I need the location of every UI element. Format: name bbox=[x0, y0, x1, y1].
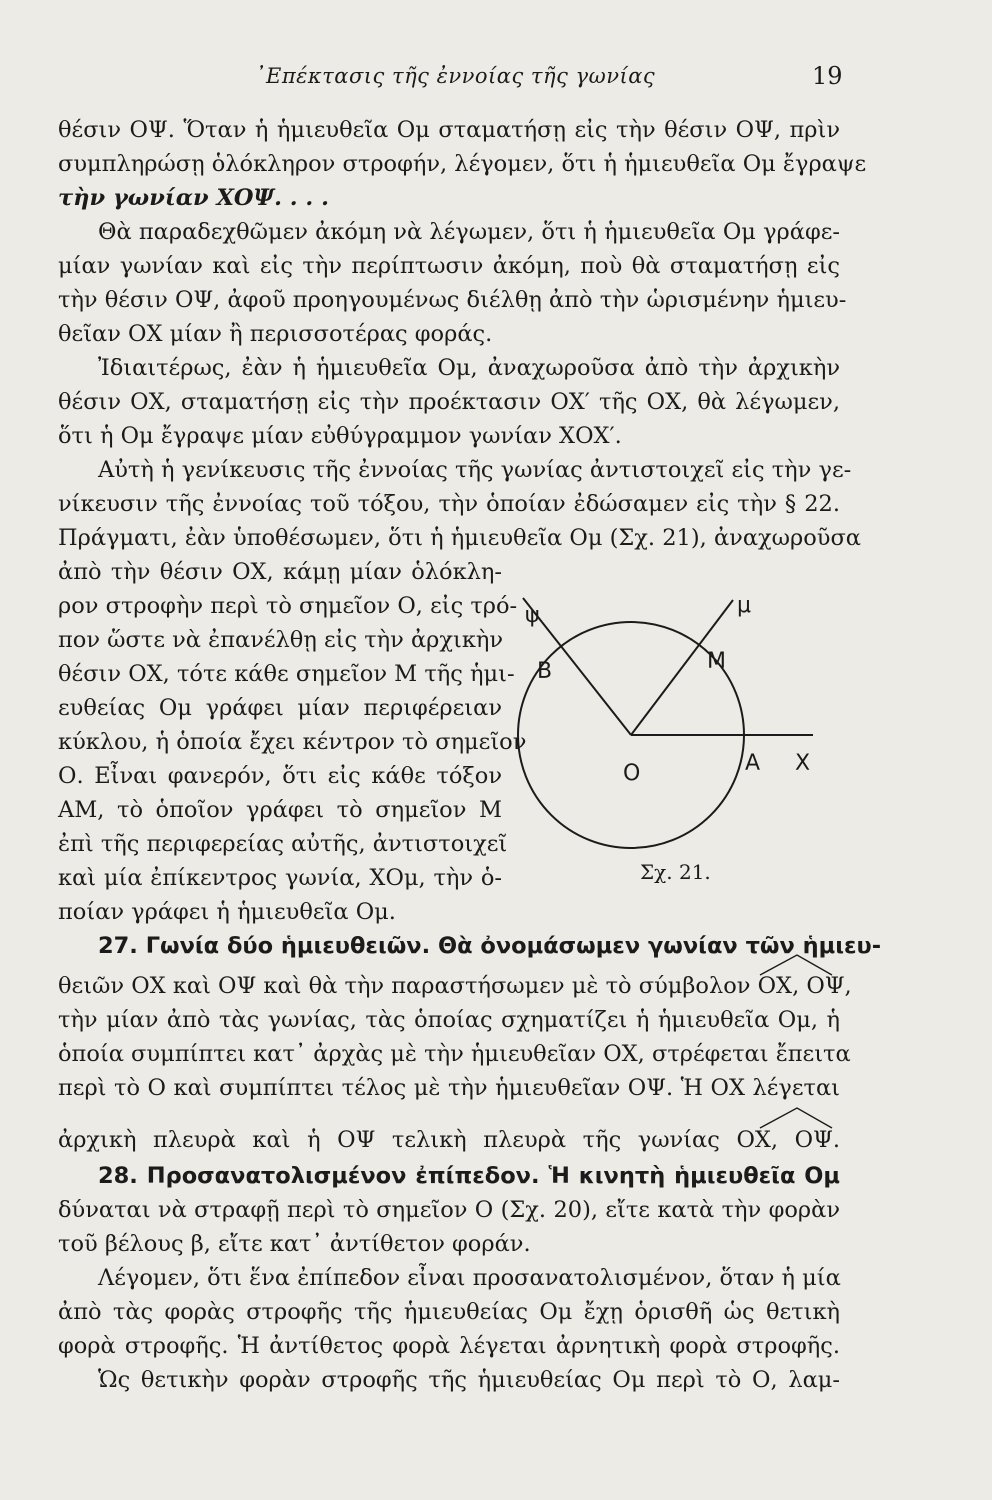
label-x: Χ bbox=[795, 751, 811, 776]
label-psi: ψ bbox=[525, 603, 540, 628]
text-line: δύναται νὰ στραφῇ περὶ τὸ σημεῖον Ο (Σχ. 20), εἴτε κατὰ τὴν φορὰν bbox=[58, 1197, 840, 1223]
page-number: 19 bbox=[812, 62, 843, 90]
text-line: θεῖαν ΟΧ μίαν ἢ περισσοτέρας φοράς. bbox=[58, 321, 493, 347]
text-line: Ο. Εἶναι φανερόν, ὅτι εἰς κάθε τόξον bbox=[58, 763, 502, 789]
text-line: μίαν γωνίαν καὶ εἰς τὴν περίπτωσιν ἀκόμη, ποὺ θὰ σταματήσῃ εἰς bbox=[58, 253, 840, 279]
text-line: ευθείας Ομ γράφει μίαν περιφέρειαν bbox=[58, 695, 502, 721]
text-line: θέσιν ΟΨ. Ὅταν ἡ ἡμιευθεῖα Ομ σταματήσῃ εἰς τὴν θέσιν ΟΨ, πρὶν bbox=[58, 117, 840, 143]
text-line: ποίαν γράφει ἡ ἡμιευθεῖα Ομ. bbox=[58, 899, 396, 925]
text-line: Ὡς θετικὴν φορὰν στροφῆς τῆς ἡμιευθείας Ομ περὶ τὸ Ο, λαμ- bbox=[98, 1367, 840, 1393]
text-line: ἀπὸ τὴν θέσιν ΟΧ, κάμῃ μίαν ὁλόκλη- bbox=[58, 559, 502, 585]
text-line: ὁποία συμπίπτει κατ᾿ ἀρχὰς μὲ τὴν ἡμιευθεῖαν ΟΧ, στρέφεται ἔπειτα bbox=[58, 1041, 851, 1067]
figure-caption: Σχ. 21. bbox=[640, 860, 711, 884]
text-line: Πράγματι, ἐὰν ὑποθέσωμεν, ὅτι ἡ ἡμιευθεῖα Ομ (Σχ. 21), ἀναχωροῦσα bbox=[58, 525, 862, 551]
text-line: Ἰδιαιτέρως, ἐὰν ἡ ἡμιευθεῖα Ομ, ἀναχωροῦσα ἀπὸ τὴν ἀρχικὴν bbox=[98, 355, 840, 381]
text-line: Λέγομεν, ὅτι ἕνα ἐπίπεδον εἶναι προσανατολισμένον, ὅταν ἡ μία bbox=[98, 1265, 841, 1291]
text-line: θέσιν ΟΧ, τότε κάθε σημεῖον Μ τῆς ἡμι- bbox=[58, 661, 515, 687]
label-b: Β bbox=[537, 659, 553, 684]
text-line: καὶ μία ἐπίκεντρος γωνία, ΧΟμ, τὴν ὁ- bbox=[58, 865, 502, 891]
text-line: συμπληρώσῃ ὁλόκληρον στροφήν, λέγομεν, ὅτι ἡ ἡμιευθεῖα Ομ ἔγραψε bbox=[58, 151, 867, 177]
section-heading-28: 28. Προσανατολισμένον ἐπίπεδον. Ἡ κινητὴ ἡμιευθεῖα Ομ bbox=[98, 1163, 840, 1189]
text-line: τὴν θέσιν ΟΨ, ἀφοῦ προηγουμένως διέλθῃ ἀπὸ τὴν ὡρισμένην ἡμιευ- bbox=[58, 287, 847, 313]
text-line: θειῶν ΟΧ καὶ ΟΨ καὶ θὰ τὴν παραστήσωμεν μὲ τὸ σύμβολον ΟΧ, ΟΨ, bbox=[58, 973, 852, 999]
label-a: Α bbox=[745, 751, 761, 776]
text-line: τοῦ βέλους β, εἴτε κατ᾿ ἀντίθετον φοράν. bbox=[58, 1231, 531, 1257]
text-line: Αὐτὴ ἡ γενίκευσις τῆς ἐννοίας τῆς γωνίας ἀντιστοιχεῖ εἰς τὴν γε- bbox=[98, 457, 852, 483]
text-line: ἀπὸ τὰς φορὰς στροφῆς τῆς ἡμιευθείας Ομ ἔχῃ ὁρισθῆ ὡς θετικὴ bbox=[58, 1299, 840, 1325]
text-line: πον ὥστε νὰ ἐπανέλθῃ εἰς τὴν ἀρχικὴν bbox=[58, 627, 504, 653]
text-line: περὶ τὸ Ο καὶ συμπίπτει τέλος μὲ τὴν ἡμιευθεῖαν ΟΨ. Ἡ ΟΧ λέγεται bbox=[58, 1075, 840, 1101]
label-m: Μ bbox=[707, 649, 726, 674]
text-line: ἐπὶ τῆς περιφερείας αὐτῆς, ἀντιστοιχεῖ bbox=[58, 831, 508, 857]
text-line: κύκλου, ἡ ὁποία ἔχει κέντρον τὸ σημεῖον bbox=[58, 729, 527, 755]
text-line: ΑΜ, τὸ ὁποῖον γράφει τὸ σημεῖον Μ bbox=[58, 797, 502, 823]
text-line: ἀρχικὴ πλευρὰ καὶ ἡ ΟΨ τελικὴ πλευρὰ τῆς γωνίας ΟΧ, ΟΨ. bbox=[58, 1127, 840, 1153]
figure-21 bbox=[505, 560, 850, 895]
running-title: ᾿Επέκτασις τῆς ἐννοίας τῆς γωνίας bbox=[255, 64, 656, 88]
text-line: τὴν γωνίαν ΧΟΨ. . . . bbox=[58, 185, 329, 211]
circle-diagram bbox=[505, 560, 850, 895]
text-line: ὅτι ἡ Ομ ἔγραψε μίαν εὐθύγραμμον γωνίαν ΧΟΧ′. bbox=[58, 423, 622, 449]
text-line: τὴν μίαν ἀπὸ τὰς γωνίας, τὰς ὁποίας σχηματίζει ἡ ἡμιευθεῖα Ομ, ἡ bbox=[58, 1007, 840, 1033]
label-mu: μ bbox=[737, 593, 751, 618]
text-line: νίκευσιν τῆς ἐννοίας τοῦ τόξου, τὴν ὁποίαν ἐδώσαμεν εἰς τὴν § 22. bbox=[58, 491, 840, 517]
text-line: θέσιν ΟΧ, σταματήσῃ εἰς τὴν προέκτασιν ΟΧ′ τῆς ΟΧ, θὰ λέγωμεν, bbox=[58, 389, 840, 415]
label-o: Ο bbox=[623, 761, 641, 786]
section-heading-27: 27. Γωνία δύο ἡμιευθειῶν. Θὰ ὀνομάσωμεν γωνίαν τῶν ἡμιευ- bbox=[98, 933, 882, 959]
text-line: Θὰ παραδεχθῶμεν ἀκόμη νὰ λέγωμεν, ὅτι ἡ ἡμιευθεῖα Ομ γράφε- bbox=[98, 219, 840, 245]
text-line: φορὰ στροφῆς. Ἡ ἀντίθετος φορὰ λέγεται ἀρνητικὴ φορὰ στροφῆς. bbox=[58, 1333, 840, 1359]
text-line: ρον στροφὴν περὶ τὸ σημεῖον Ο, εἰς τρό- bbox=[58, 593, 518, 619]
page-header bbox=[0, 62, 992, 96]
